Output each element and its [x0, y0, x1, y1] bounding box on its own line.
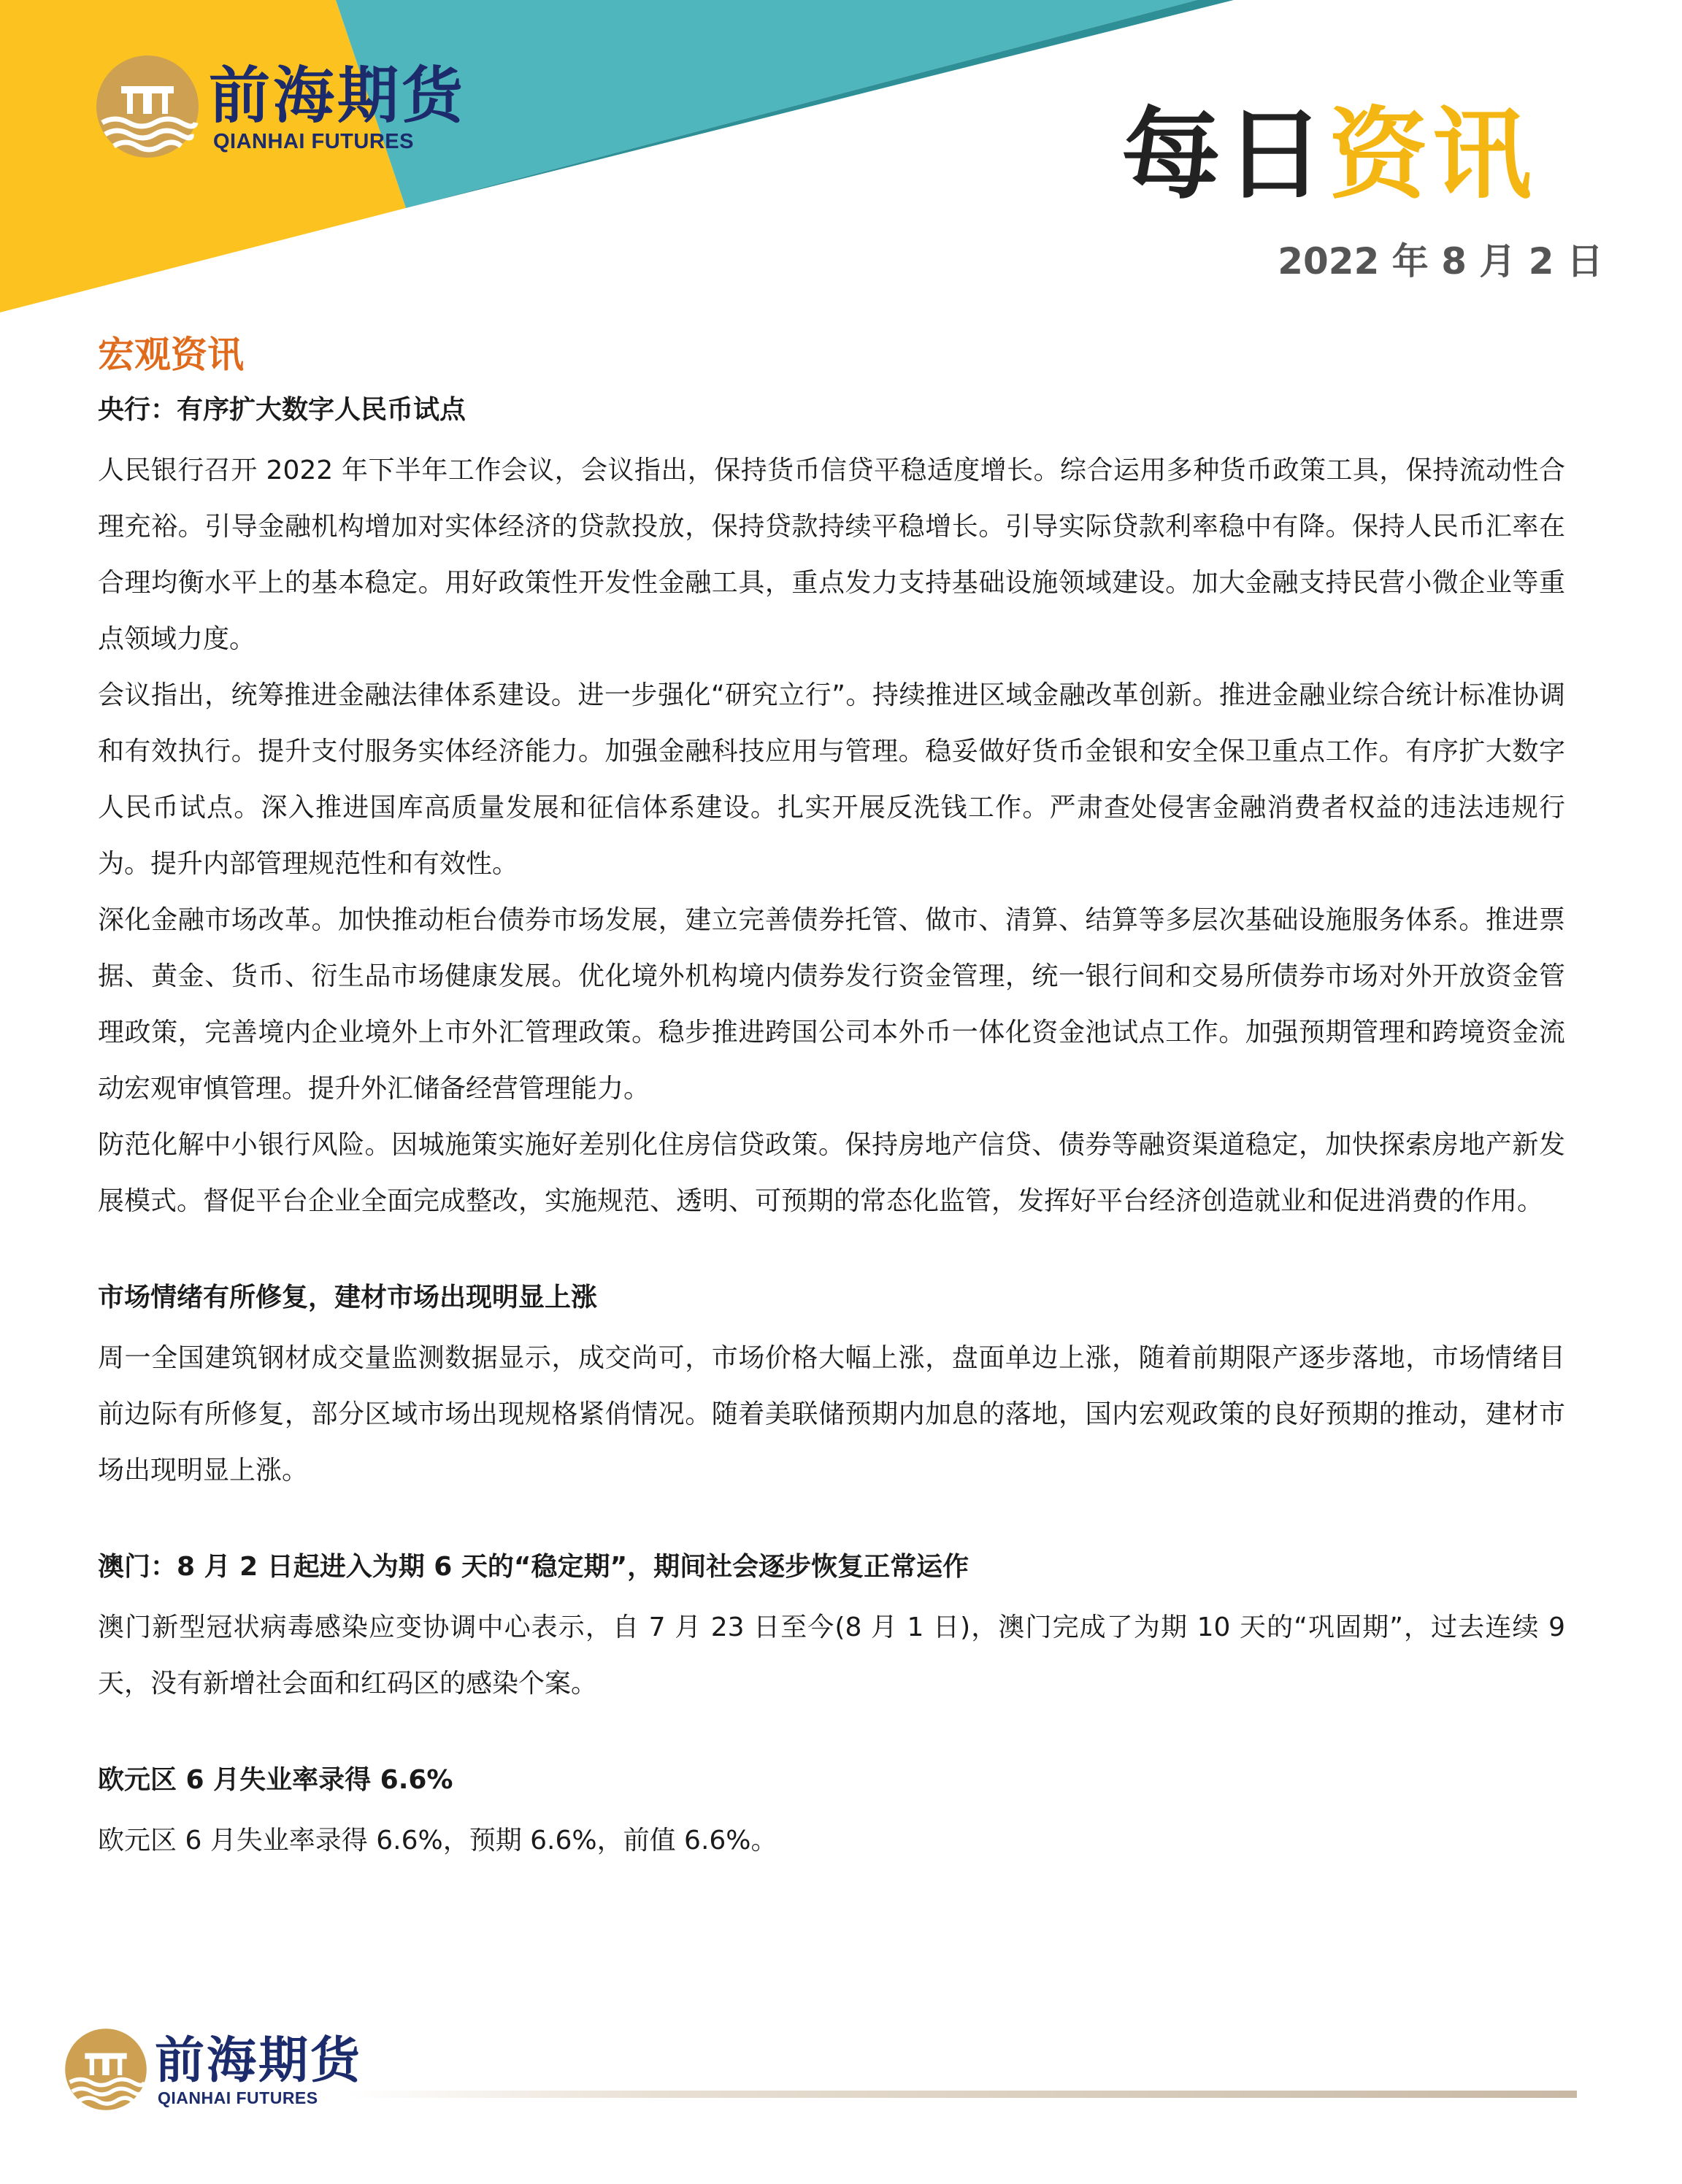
page-title-part1: 每日 [1121, 98, 1329, 213]
logo-mark-icon [63, 2026, 149, 2112]
article-3 [98, 1545, 1565, 1712]
article-title: 澳门：8 月 2 日起进入为期 6 天的“稳定期”，期间社会逐步恢复正常运作 [98, 1552, 969, 1582]
article-paragraph: 澳门新型冠状病毒感染应变协调中心表示，自 7 月 23 日至今(8 月 1 日)，澳门完成了为期 10 天的“巩固期”，过去连续 9 天，没有新增社会面和红码区的感染个案。 [98, 1612, 1565, 1699]
article-title: 欧元区 6 月失业率录得 6.6% [98, 1765, 453, 1795]
article-title: 市场情绪有所修复，建材市场出现明显上涨 [98, 1283, 598, 1312]
company-logo [93, 53, 466, 161]
logo-text-cn: 前海期货 [209, 59, 466, 131]
article-title: 央行：有序扩大数字人民币试点 [98, 395, 466, 425]
article-paragraph: 周一全国建筑钢材成交量监测数据显示，成交尚可，市场价格大幅上涨，盘面单边上涨，随着前期限产逐步落地，市场情绪目前边际有所修复，部分区域市场出现规格紧俏情况。随着美联储预期内加息的落地，国内宏观政策的良好预期的推动，建材市场出现明显上涨。 [98, 1343, 1565, 1485]
main-content [98, 327, 1565, 1915]
section-title: 宏观资讯 [98, 334, 244, 376]
logo-text-en: QIANHAI FUTURES [213, 130, 414, 153]
logo-mark-icon [93, 53, 201, 161]
article-paragraph: 防范化解中小银行风险。因城施策实施好差别化住房信贷政策。保持房地产信贷、债券等融资渠道稳定，加快探索房地产新发展模式。督促平台企业全面完成整改，实施规范、透明、可预期的常态化监管，发挥好平台经济创造就业和促进消费的作用。 [98, 1130, 1565, 1216]
article-4 [98, 1758, 1565, 1869]
page-title [1121, 98, 1536, 213]
article-paragraph: 人民银行召开 2022 年下半年工作会议，会议指出，保持货币信贷平稳适度增长。综合运用多种货币政策工具，保持流动性合理充裕。引导金融机构增加对实体经济的贷款投放，保持贷款持续平稳增长。引导实际贷款利率稳中有降。保持人民币汇率在合理均衡水平上的基本稳定。用好政策性开发性金融工具，重点发力支持基础设施领域建设。加大金融支持民营小微企业等重点领域力度。 [98, 455, 1565, 654]
article-1 [98, 388, 1565, 1229]
article-paragraph: 深化金融市场改革。加快推动柜台债券市场发展，建立完善债券托管、做市、清算、结算等多层次基础设施服务体系。推进票据、黄金、货币、衍生品市场健康发展。优化境外机构境内债券发行资金管理，统一银行间和交易所债券市场对外开放资金管理政策，完善境内企业境外上市外汇管理政策。稳步推进跨国公司本外币一体化资金池试点工作。加强预期管理和跨境资金流动宏观审慎管理。提升外汇储备经营管理能力。 [98, 905, 1565, 1104]
page-title-part2: 资讯 [1329, 98, 1536, 213]
report-date: 2022 年 8 月 2 日 [1278, 240, 1603, 282]
article-2 [98, 1276, 1565, 1499]
article-paragraph: 会议指出，统筹推进金融法律体系建设。进一步强化“研究立行”。持续推进区域金融改革创新。推进金融业综合统计标准协调和有效执行。提升支付服务实体经济能力。加强金融科技应用与管理。稳妥做好货币金银和安全保卫重点工作。有序扩大数字人民币试点。深入推进国库高质量发展和征信体系建设。扎实开展反洗钱工作。严肃查处侵害金融消费者权益的违法违规行为。提升内部管理规范性和有效性。 [98, 680, 1565, 879]
logo-text-cn: 前海期货 [155, 2031, 363, 2090]
article-paragraph: 欧元区 6 月失业率录得 6.6%，预期 6.6%，前值 6.6%。 [98, 1826, 777, 1856]
logo-text-en: QIANHAI FUTURES [158, 2088, 318, 2107]
footer-logo [63, 2026, 362, 2112]
footer-divider [347, 2091, 1577, 2098]
